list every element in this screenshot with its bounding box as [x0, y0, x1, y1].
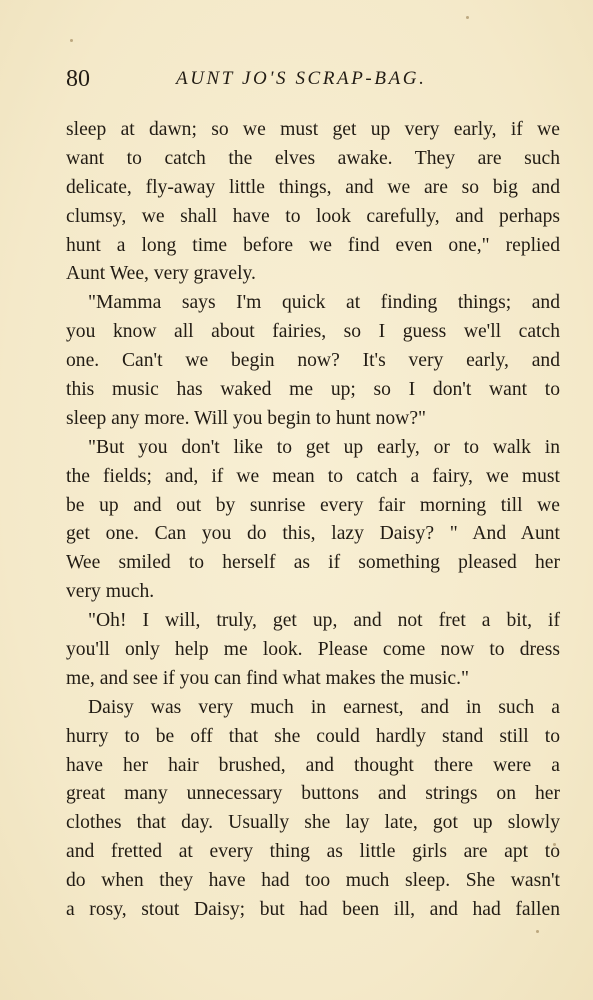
text-line: me, and see if you can find what makes the music." [66, 667, 470, 689]
text-line: clothes that day. Usually she lay late, got up slowly [66, 812, 560, 834]
text-line: want to catch the elves awake. They are such [66, 147, 560, 169]
text-line: "Oh! I will, truly, get up, and not fret a bit, if [88, 610, 560, 632]
text-line: clumsy, we shall have to look carefully, and perhaps [66, 205, 560, 227]
text-line: hunt a long time before we find even one," replied [66, 234, 560, 256]
text-line: Aunt Wee, very gravely. [66, 263, 256, 285]
text-line: hurry to be off that she could hardly stand still to [66, 725, 560, 747]
text-line: do when they have had too much sleep. She wasn't [66, 870, 560, 892]
running-header [66, 64, 560, 94]
text-line: sleep any more. Will you begin to hunt now?" [66, 407, 427, 429]
text-line: delicate, fly-away little things, and we are so big and [66, 176, 560, 198]
text-line: and fretted at every thing as little girls are apt to [66, 841, 560, 863]
text-line: very much. [66, 581, 155, 603]
text-line: Daisy was very much in earnest, and in such a [88, 696, 560, 718]
text-line: the fields; and, if we mean to catch a fairy, we must [66, 465, 560, 487]
text-line: sleep at dawn; so we must get up very early, if we [66, 119, 560, 140]
text-line: "Mamma says I'm quick at finding things; and [88, 292, 560, 314]
body-text [66, 116, 560, 925]
paper-speck [466, 16, 469, 19]
text-line: have her hair brushed, and thought there were a [66, 754, 560, 776]
text-line: Wee smiled to herself as if something pleased her [66, 552, 560, 574]
text-line: one. Can't we begin now? It's very early, and [66, 350, 560, 372]
text-line: great many unnecessary buttons and strings on her [66, 783, 560, 805]
page-number: 80 [66, 66, 90, 92]
text-line: be up and out by sunrise every fair morning till we [66, 494, 560, 516]
paper-speck [70, 39, 73, 42]
text-line: you'll only help me look. Please come now to dress [66, 639, 560, 661]
text-line: this music has waked me up; so I don't want to [66, 379, 560, 401]
text-line: get one. Can you do this, lazy Daisy? " And Aunt [66, 523, 560, 545]
text-line: you know all about fairies, so I guess we'll catch [66, 321, 560, 343]
text-line: "But you don't like to get up early, or to walk in [88, 436, 560, 458]
paper-speck [536, 930, 539, 933]
running-title: AUNT JO'S SCRAP-BAG. [176, 68, 427, 89]
text-line: a rosy, stout Daisy; but had been ill, and had fallen [66, 899, 560, 921]
